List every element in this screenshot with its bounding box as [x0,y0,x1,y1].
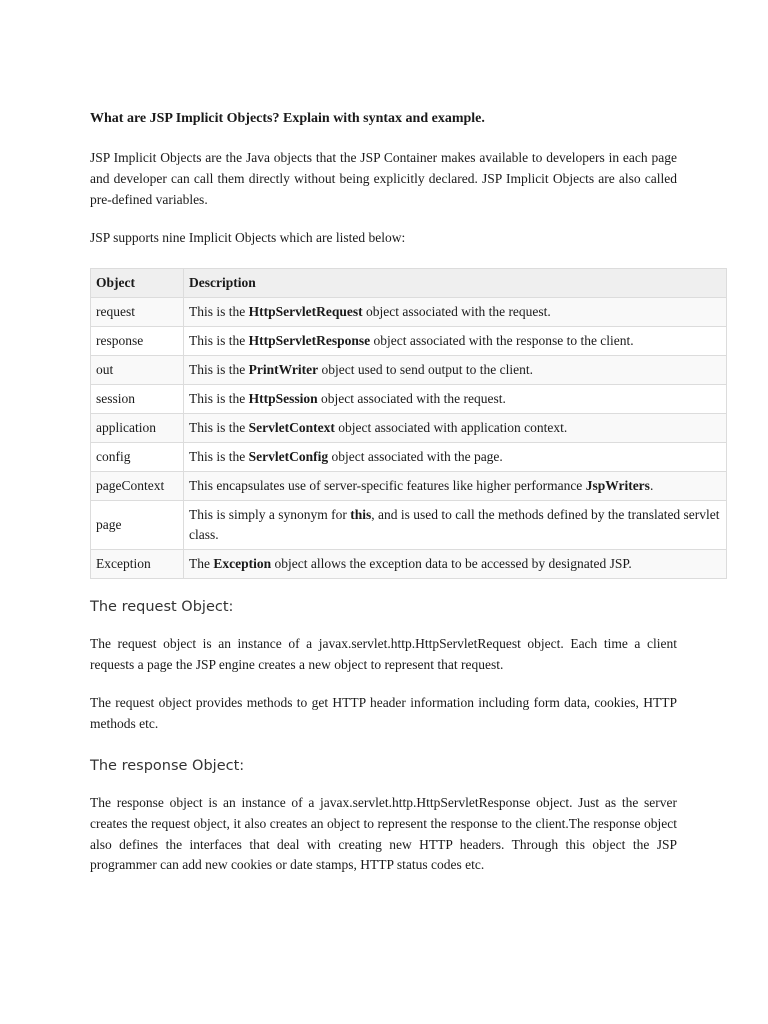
object-description-cell [184,443,727,472]
table-header-row [91,269,727,298]
object-name-cell: Exception [91,550,184,579]
request-paragraph-1: The request object is an instance of a javax.servlet.http.HttpServletRequest object. Each time a client requests a page the JSP engine creates a new object to represent that request. [90,636,677,672]
header-description: Description [184,269,727,298]
description-text: object associated with the request. [317,391,506,406]
table-row [91,501,727,550]
table-row [91,472,727,501]
object-description-cell [184,385,727,414]
header-object: Object [91,269,184,298]
description-class-name: HttpSession [248,391,318,406]
object-name-cell: out [91,356,184,385]
description-text: object used to send output to the client. [318,362,533,377]
object-name-cell: pageContext [91,472,184,501]
description-class-name: PrintWriter [248,362,319,377]
description-text: This is the [189,304,249,319]
object-name-cell: application [91,414,184,443]
table-row [91,356,727,385]
description-text: object associated with the response to the client. [370,333,634,348]
object-name-cell: page [91,501,184,550]
description-class-name: ServletConfig [248,449,329,464]
description-text: This is the [189,420,249,435]
response-section-title: The response Object: [90,758,245,774]
description-text: object allows the exception data to be accessed by designated JSP. [271,556,632,571]
object-description-cell [184,298,727,327]
object-description-cell [184,550,727,579]
description-class-name: HttpServletResponse [248,333,371,348]
object-description-cell [184,501,727,550]
page-heading: What are JSP Implicit Objects? Explain with syntax and example. [90,111,485,126]
description-text: This is the [189,362,249,377]
table-row [91,414,727,443]
table-row [91,550,727,579]
description-class-name: JspWriters [585,478,650,493]
description-text: object associated with application context. [334,420,568,435]
object-description-cell [184,356,727,385]
description-text: This encapsulates use of server-specific features like higher performance [189,478,586,493]
object-name-cell: request [91,298,184,327]
object-description-cell [184,472,727,501]
table-row [91,327,727,356]
objects-intro-line: JSP supports nine Implicit Objects which are listed below: [90,230,406,245]
table-row [91,443,727,472]
description-class-name: ServletContext [248,420,335,435]
description-text: object associated with the request. [362,304,551,319]
object-description-cell [184,414,727,443]
description-text: , and is used to call the methods defined by the translated servlet class. [189,507,720,542]
table-row [91,298,727,327]
request-paragraph-2: The request object provides methods to get HTTP header information including form data, cookies, HTTP methods etc. [90,695,677,731]
response-paragraph-1: The response object is an instance of a javax.servlet.http.HttpServletResponse object. Just as the server creates the request object, it also creates an object to represent the response to the client.The response object also defines the interfaces that deal with creating new HTTP headers. Through this object the JSP programmer can add new cookies or date stamps, HTTP status codes etc. [90,795,677,873]
intro-paragraph: JSP Implicit Objects are the Java objects that the JSP Container makes available to developers in each page and developer can call them directly without being explicitly declared. JSP Implicit Objects are also called pre-defined variables. [90,150,677,207]
description-text: This is the [189,391,249,406]
object-name-cell: config [91,443,184,472]
description-class-name: HttpServletRequest [248,304,363,319]
table-body [91,298,727,579]
description-class-name: Exception [213,556,272,571]
description-class-name: this [350,507,372,522]
object-name-cell: response [91,327,184,356]
table-row [91,385,727,414]
description-text: The [189,556,214,571]
description-text: . [649,478,654,493]
description-text: This is simply a synonym for [189,507,351,522]
request-section-title: The request Object: [90,599,234,615]
description-text: object associated with the page. [328,449,503,464]
description-text: This is the [189,333,249,348]
object-name-cell: session [91,385,184,414]
implicit-objects-table [90,268,727,579]
object-description-cell [184,327,727,356]
description-text: This is the [189,449,249,464]
